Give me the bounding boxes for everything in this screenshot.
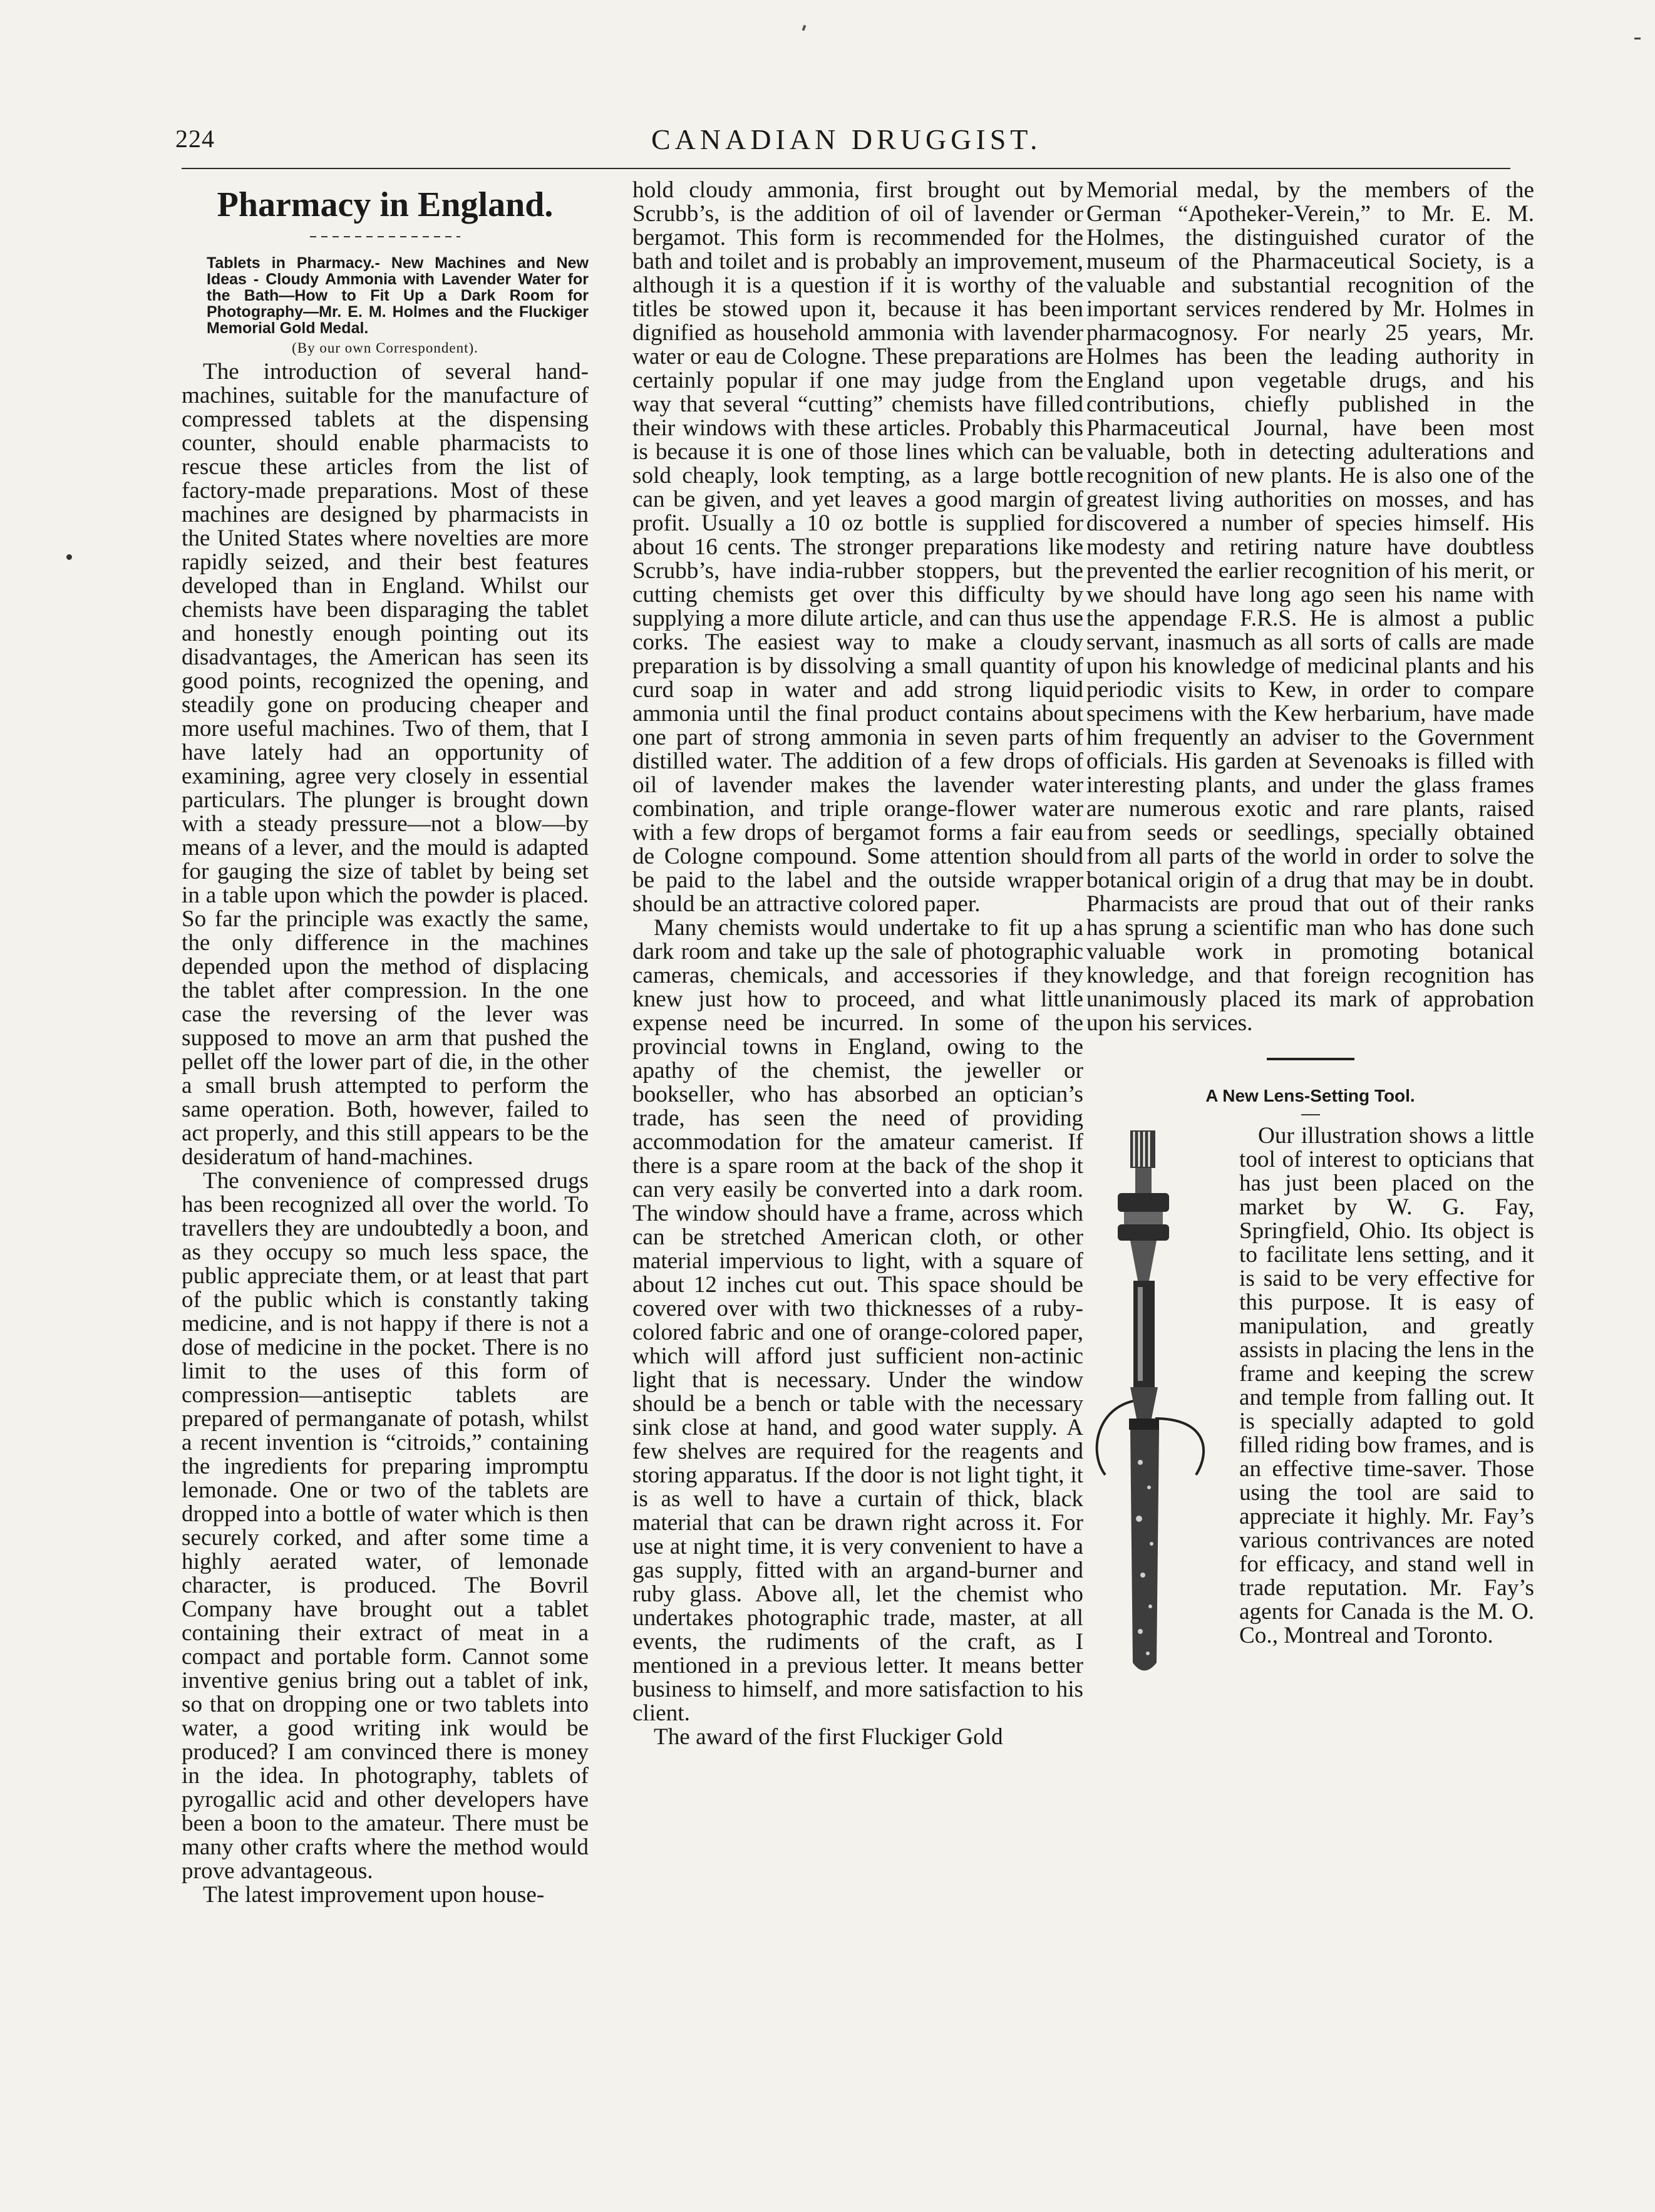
- margin-dot: [66, 554, 72, 560]
- paragraph: Many chemists would undertake to fit up a dark room and take up the sale of photographic cameras, chemicals, and accessories if they knew just how to proceed, and what little expense need be incurred. In some of the provincial towns in England, owing to the apathy of the chemist, the jeweller or bookseller, who has absorbed an optician’s trade, has seen the need of providing accommodation for the amateur camerist. If there is a spare room at the back of the shop it can very easily be converted into a dark room. The window should have a frame, across which can be stretched American cloth, or other material impervious to light, with a square of about 12 inches cut out. This space should be covered over with two thicknesses of a ruby-colored fabric and one of orange-colored paper, which will afford just sufficient non-actinic light that is necessary. Under the window should be a bench or table with the necessary sink close at hand, and good water supply. A few shelves are required for the reagents and storing apparatus. If the door is not light tight, it is as well to have a curtain of thick, black material that can be drawn right across it. For use at night time, it is very convenient to have a gas supply, fitted with an argand-burner and ruby glass. Above all, let the chemist who undertakes photographic trade, master, at all events, the rudiments of the craft, as I mentioned in a previous letter. It means better business to himself, and more satisfaction to his client.: [632, 915, 1083, 1726]
- lens-article: [1086, 1124, 1534, 1648]
- byline: (By our own Correspondent).: [292, 340, 478, 356]
- column-3: [1086, 178, 1534, 2095]
- column-2: [632, 178, 1083, 2095]
- paragraph: hold cloudy ammonia, first brought out by Scrubb’s, is the addition of oil of lavender or bergamot. This form is recommended for the bath and toilet and is probably an improvement, although it is a question if it is worthy of the titles be stowed upon it, because it has been dignified as household ammonia with lavender water or eau de Cologne. These preparations are certainly popular if one may judge from the way that several “cutting” chemists have filled their windows with these articles. Probably this is because it is one of those lines which can be sold cheaply, look tempting, as a large bottle can be given, and yet leaves a good margin of profit. Usually a 10 oz bottle is supplied for about 16 cents. The stronger preparations like Scrubb’s, have india-rubber stoppers, but the cutting chemists get over this difficulty by supplying a more dilute article, and can thus use corks. The easiest way to make a cloudy preparation is by dissolving a small quantity of curd soap in water and add strong liquid ammonia until the final product contains about one part of strong ammonia in seven parts of distilled water. The addition of a few drops of oil of lavender makes the lavender water combination, and triple orange-flower water with a few drops of bergamot forms a fair eau de Cologne compound. Some attention should be paid to the label and the outside wrapper should be an attractive colored paper.: [632, 178, 1083, 917]
- lens-article-title: A New Lens-Setting Tool.: [1205, 1086, 1415, 1105]
- page-number: 224: [175, 125, 215, 153]
- article-title: Pharmacy in England.: [217, 185, 554, 224]
- paragraph: The latest improvement upon house-: [203, 1882, 545, 1908]
- section-separator: [1267, 1058, 1354, 1060]
- paragraph: The convenience of compressed drugs has been recognized all over the world. To travellers they are undoubtedly a boon, and as they occupy so much less space, the public appreciate them, or at least that part of the public which is constantly taking medicine, and is not happy if there is not a dose of medicine in the pocket. There is no limit to the uses of this form of compression—antiseptic tablets are prepared of permanganate of potash, whilst a recent invention is “citroids,” containing the ingredients for preparing impromptu lemonade. One or two of the tablets are dropped into a bottle of water which is then securely corked, and after some time a highly aerated water, of lemonade character, is produced. The Bovril Company have brought out a tablet containing their extract of meat in a compact and portable form. Cannot some inventive genius bring out a tablet of ink, so that on dropping one or two tablets into water, a good writing ink would be produced? I am convinced there is money in the idea. In photography, tablets of pyrogallic acid and other developers have been a boon to the amateur. There must be many other crafts where the method would prove advantageous.: [182, 1168, 589, 1884]
- paragraph: Memorial medal, by the members of the German “Apotheker-Verein,” to Mr. E. M. Holmes, the distinguished curator of the museum of the Pharmaceutical Society, is a valuable and substantial recognition of the important services rendered by Mr. Holmes in pharmacognosy. For nearly 25 years, Mr. Holmes has been the leading authority in England upon vegetable drugs, and his contributions, chiefly published in the Pharmaceutical Journal, have been most valuable, both in detecting adulterations and recognition of new plants. He is also one of the greatest living authorities on mosses, and has discovered a number of species himself. His modesty and retiring nature have doubtless prevented the earlier recognition of his merit, or we should have long ago seen his name with the appendage F.R.S. He is almost a public servant, inasmuch as all sorts of calls are made upon his knowledge of medicinal plants and his periodic visits to Kew, in order to compare specimens with the Kew herbarium, have made him frequently an adviser to the Government officials. His garden at Sevenoaks is filled with interesting plants, and under the glass frames are numerous exotic and rare plants, raised from seeds or seedlings, specially obtained from all parts of the world in order to solve the botanical origin of a drug that may be in doubt. Pharmacists are proud that out of their ranks has sprung a scientific man who has done such valuable work in promoting botanical knowledge, and that foreign recognition has unanimously placed its mark of approbation upon his services.: [1086, 178, 1534, 1036]
- paragraph: The introduction of several hand-machines, suitable for the manufacture of compressed tablets at the dispensing counter, should enable pharmacists to rescue these articles from the list of factory-made preparations. Most of these machines are designed by pharmacists in the United States where novelties are more rapidly seized, and their best features developed than in England. Whilst our chemists have been disparaging the tablet and honestly enough pointing out its disadvantages, the American has seen its good points, recognized the opening, and steadily gone on producing cheaper and more useful machines. Two of them, that I have lately had an opportunity of examining, agree very closely in essential particulars. The plunger is brought down with a steady pressure—not a blow—by means of a lever, and the mould is adapted for gauging the size of tablet by being set in a table upon which the powder is placed. So far the principle was exactly the same, the only difference in the machines depended upon the method of displacing the tablet after compression. In the one case the reversing of the lever was supposed to move an arm that pushed the pellet off the lower part of die, in the other a small brush attempted to perform the same operation. Both, however, failed to act properly, and this still appears to be the desideratum of hand-machines.: [182, 359, 589, 1170]
- journal-title: CANADIAN DRUGGIST.: [651, 123, 1042, 155]
- print-speck: [802, 25, 807, 31]
- print-speck: [1634, 38, 1641, 39]
- lens-setting-tool-illustration: [1086, 1124, 1230, 1688]
- paragraph: Our illustration shows a little tool of interest to opticians that has just been placed on the market by W. G. Fay, Springfield, Ohio. Its object is to facilitate lens setting, and it is said to be very effective for this purpose. It is easy of manipulation, and greatly assists in placing the lens in the frame and keeping the screw and temple from falling out. It is specially adapted to gold filled riding bow frames, and is an effective time-saver. Those using the tool are said to appreciate it highly. Mr. Fay’s various contrivances are noted for efficacy, and stand well in trade reputation. Mr. Fay’s agents for Canada is the M. O. Co., Montreal and Toronto.: [1239, 1123, 1534, 1648]
- title-tick: [1301, 1114, 1320, 1115]
- header-rule: [182, 168, 1510, 169]
- paragraph: The award of the first Fluckiger Gold: [654, 1724, 1003, 1750]
- column-1: [182, 178, 589, 2095]
- title-rule: [310, 236, 460, 237]
- article-deck: Tablets in Pharmacy.- New Machines and New Ideas - Cloudy Ammonia with Lavender Water for the Bath—How to Fit Up a Dark Room for Photography—Mr. E. M. Holmes and the Fluckiger Memorial Gold Medal.: [207, 254, 589, 337]
